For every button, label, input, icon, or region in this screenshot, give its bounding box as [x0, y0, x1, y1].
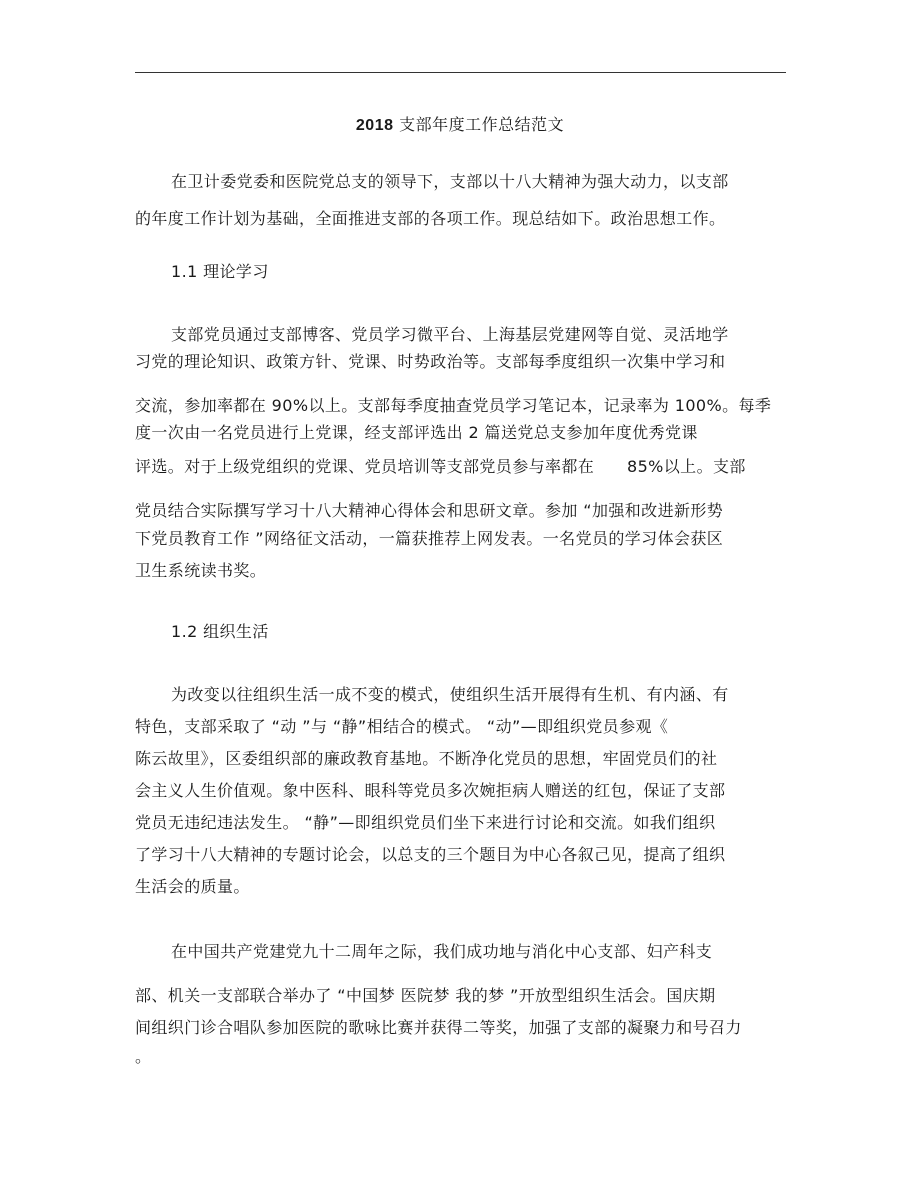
- intro-line: 的年度工作计划为基础，全面推进支部的各项工作。现总结如下。政治思想工作。: [135, 209, 726, 228]
- paragraph-line: 在中国共产党建党九十二周年之际，我们成功地与消化中心支部、妇产科支: [171, 942, 713, 961]
- paragraph-line: 。: [135, 1047, 152, 1066]
- paragraph-line: 交流，参加率都在 90%以上。支部每季度抽查党员学习笔记本，记录率为 100%。每季: [135, 396, 772, 415]
- paragraph-line: 支部党员通过支部博客、党员学习微平台、上海基层党建网等自觉、灵活地学: [171, 325, 729, 344]
- section-heading-organization-life: 1.2 组织生活: [171, 622, 269, 641]
- section-heading-theory-study: 1.1 理论学习: [171, 262, 269, 281]
- paragraph-line: 生活会的质量。: [135, 877, 250, 896]
- paragraph-line: 党员无违纪违法发生。 “静”—即组织党员们坐下来进行讨论和交流。如我们组织: [135, 813, 716, 832]
- title-text: 支部年度工作总结范文: [393, 115, 565, 134]
- paragraph-line: 习党的理论知识、政策方针、党课、时势政治等。支部每季度组织一次集中学习和: [135, 352, 726, 371]
- paragraph-line: 党员结合实际撰写学习十八大精神心得体会和思研文章。参加 “加强和改进新形势: [135, 501, 724, 520]
- paragraph-line: 部、机关一支部联合举办了 “中国梦 医院梦 我的梦 ”开放型组织生活会。国庆期: [135, 986, 716, 1005]
- intro-line: 在卫计委党委和医院党总支的领导下，支部以十八大精神为强大动力，以支部: [171, 172, 729, 191]
- header-rule: [135, 72, 786, 73]
- paragraph-line: 为改变以往组织生活一成不变的模式，使组织生活开展得有生机、有内涵、有: [171, 685, 729, 704]
- paragraph-line: 了学习十八大精神的专题讨论会，以总支的三个题目为中心各叙己见，提高了组织: [135, 845, 726, 864]
- document-title: [0, 112, 920, 135]
- paragraph-line: 度一次由一名党员进行上党课，经支部评选出 2 篇送党总支参加年度优秀党课: [135, 423, 698, 442]
- paragraph-line: 下党员教育工作 ”网络征文活动，一篇获推荐上网发表。一名党员的学习体会获区: [135, 529, 724, 548]
- title-year: 2018: [355, 117, 394, 134]
- paragraph-line: 会主义人生价值观。象中医科、眼科等党员多次婉拒病人赠送的红包，保证了支部: [135, 781, 726, 800]
- paragraph-line: 间组织门诊合唱队参加医院的歌咏比赛并获得二等奖，加强了支部的凝聚力和号召力: [135, 1018, 742, 1037]
- paragraph-line: 评选。对于上级党组织的党课、党员培训等支部党员参与率都在 85%以上。支部: [135, 457, 746, 476]
- paragraph-line: 卫生系统读书奖。: [135, 561, 267, 580]
- paragraph-line: 陈云故里》，区委组织部的廉政教育基地。不断净化党员的思想，牢固党员们的社: [135, 749, 718, 768]
- paragraph-line: 特色，支部采取了 “动 ”与 “静”相结合的模式。 “动”—即组织党员参观《: [135, 717, 669, 736]
